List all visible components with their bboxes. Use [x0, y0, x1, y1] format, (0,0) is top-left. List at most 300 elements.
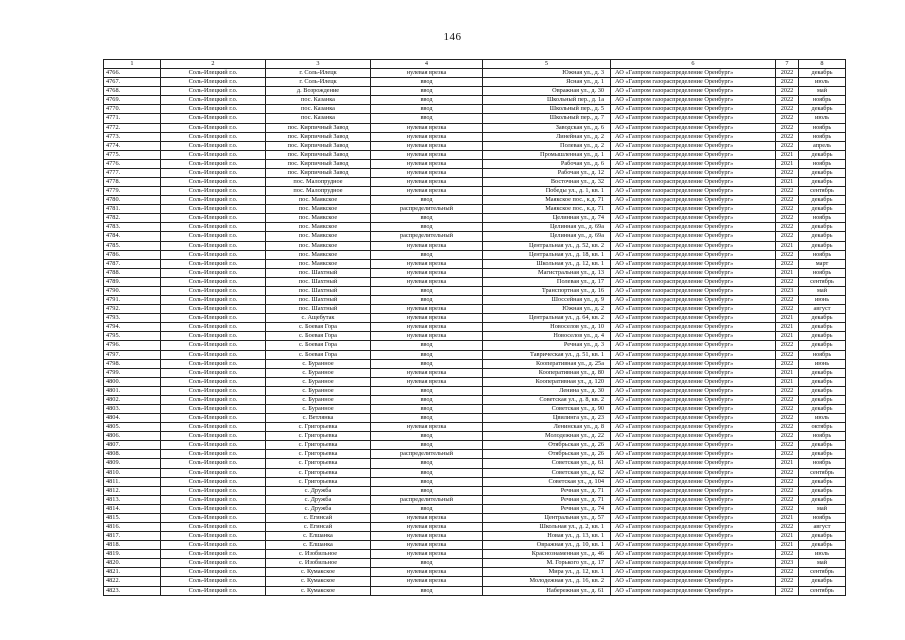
month-cell: декабрь [799, 495, 846, 504]
column-header: 4 [371, 60, 483, 69]
month-cell: июнь [799, 359, 846, 368]
address-cell: Маякское пос., к.д. 71 [483, 196, 611, 205]
settlement-cell: пос. Кирпичный Завод [266, 123, 371, 132]
address-cell: Восточная ул., д. 32 [483, 178, 611, 187]
month-cell: декабрь [799, 105, 846, 114]
district-cell: Соль-Илецкий г.о. [161, 368, 266, 377]
month-cell: июнь [799, 296, 846, 305]
row-number-cell: 4799. [104, 368, 161, 377]
month-cell: август [799, 522, 846, 531]
table-row [104, 477, 846, 486]
settlement-cell: с. Григорьевка [266, 477, 371, 486]
district-cell: Соль-Илецкий г.о. [161, 395, 266, 404]
district-cell: Соль-Илецкий г.о. [161, 522, 266, 531]
organization-cell: АО «Газпром газораспределение Оренбург» [611, 305, 776, 314]
table-row [104, 495, 846, 504]
row-number-cell: 4771. [104, 114, 161, 123]
year-cell: 2023 [776, 286, 799, 295]
year-cell: 2022 [776, 395, 799, 404]
settlement-cell: с. Григорьевка [266, 432, 371, 441]
settlement-cell: с. Боевая Гора [266, 323, 371, 332]
table-row [104, 87, 846, 96]
connection-type-cell: ввод [371, 96, 483, 105]
row-number-cell: 4770. [104, 105, 161, 114]
connection-type-cell: нулевая врезка [371, 314, 483, 323]
year-cell: 2022 [776, 223, 799, 232]
month-cell: ноябрь [799, 96, 846, 105]
organization-cell: АО «Газпром газораспределение Оренбург» [611, 559, 776, 568]
organization-cell: АО «Газпром газораспределение Оренбург» [611, 150, 776, 159]
organization-cell: АО «Газпром газораспределение Оренбург» [611, 522, 776, 531]
row-number-cell: 4774. [104, 141, 161, 150]
row-number-cell: 4823. [104, 586, 161, 595]
district-cell: Соль-Илецкий г.о. [161, 532, 266, 541]
district-cell: Соль-Илецкий г.о. [161, 286, 266, 295]
table-row [104, 277, 846, 286]
row-number-cell: 4791. [104, 296, 161, 305]
year-cell: 2021 [776, 241, 799, 250]
organization-cell: АО «Газпром газораспределение Оренбург» [611, 96, 776, 105]
address-cell: Целинная ул., д. 69а [483, 223, 611, 232]
year-cell: 2022 [776, 350, 799, 359]
district-cell: Соль-Илецкий г.о. [161, 196, 266, 205]
address-cell: Новая ул., д. 13, кв. 1 [483, 532, 611, 541]
address-cell: Ленина ул., д. 30 [483, 386, 611, 395]
connection-type-cell: нулевая врезка [371, 541, 483, 550]
settlement-cell: с. Изобильное [266, 559, 371, 568]
table-row [104, 577, 846, 586]
settlement-cell: с. Кумакское [266, 577, 371, 586]
table-row [104, 414, 846, 423]
district-cell: Соль-Илецкий г.о. [161, 296, 266, 305]
district-cell: Соль-Илецкий г.о. [161, 114, 266, 123]
settlement-cell: с. Дружба [266, 504, 371, 513]
connection-type-cell: ввод [371, 386, 483, 395]
address-cell: Полевая ул., д. 17 [483, 277, 611, 286]
address-cell: Южная ул., д. 2 [483, 305, 611, 314]
organization-cell: АО «Газпром газораспределение Оренбург» [611, 241, 776, 250]
row-number-cell: 4778. [104, 178, 161, 187]
district-cell: Соль-Илецкий г.о. [161, 459, 266, 468]
settlement-cell: с. Буранное [266, 368, 371, 377]
month-cell: ноябрь [799, 159, 846, 168]
year-cell: 2022 [776, 132, 799, 141]
connection-type-cell: нулевая врезка [371, 268, 483, 277]
settlement-cell: с. Боевая Гора [266, 350, 371, 359]
month-cell: сентябрь [799, 568, 846, 577]
settlement-cell: пос. Шахтный [266, 296, 371, 305]
year-cell: 2022 [776, 187, 799, 196]
address-cell: Рабочая ул., д. 12 [483, 168, 611, 177]
column-header: 7 [776, 60, 799, 69]
connection-type-cell: нулевая врезка [371, 532, 483, 541]
month-cell: октябрь [799, 423, 846, 432]
settlement-cell: с. Кумакское [266, 568, 371, 577]
column-header: 2 [161, 60, 266, 69]
table-row [104, 196, 846, 205]
table-row [104, 513, 846, 522]
connection-type-cell: распределительный [371, 205, 483, 214]
row-number-cell: 4789. [104, 277, 161, 286]
district-cell: Соль-Илецкий г.о. [161, 350, 266, 359]
table-row [104, 468, 846, 477]
row-number-cell: 4809. [104, 459, 161, 468]
organization-cell: АО «Газпром газораспределение Оренбург» [611, 513, 776, 522]
month-cell: июль [799, 78, 846, 87]
district-cell: Соль-Илецкий г.о. [161, 423, 266, 432]
address-cell: Ленинская ул., д. 8 [483, 423, 611, 432]
organization-cell: АО «Газпром газораспределение Оренбург» [611, 69, 776, 78]
settlement-cell: пос. Малопрудное [266, 187, 371, 196]
row-number-cell: 4779. [104, 187, 161, 196]
row-number-cell: 4767. [104, 78, 161, 87]
year-cell: 2022 [776, 504, 799, 513]
year-cell: 2022 [776, 468, 799, 477]
settlement-cell: пос. Маякское [266, 232, 371, 241]
table-row [104, 305, 846, 314]
organization-cell: АО «Газпром газораспределение Оренбург» [611, 205, 776, 214]
settlement-cell: с. Боевая Гора [266, 341, 371, 350]
year-cell: 2022 [776, 477, 799, 486]
row-number-cell: 4792. [104, 305, 161, 314]
organization-cell: АО «Газпром газораспределение Оренбург» [611, 350, 776, 359]
year-cell: 2021 [776, 314, 799, 323]
district-cell: Соль-Илецкий г.о. [161, 105, 266, 114]
row-number-cell: 4786. [104, 250, 161, 259]
district-cell: Соль-Илецкий г.о. [161, 241, 266, 250]
settlement-cell: г. Соль-Илецк [266, 69, 371, 78]
row-number-cell: 4784. [104, 232, 161, 241]
year-cell: 2022 [776, 205, 799, 214]
year-cell: 2021 [776, 268, 799, 277]
connection-type-cell: нулевая врезка [371, 150, 483, 159]
table-row [104, 78, 846, 87]
district-cell: Соль-Илецкий г.о. [161, 359, 266, 368]
connection-type-cell: нулевая врезка [371, 259, 483, 268]
month-cell: декабрь [799, 150, 846, 159]
connection-type-cell: ввод [371, 468, 483, 477]
connection-type-cell: ввод [371, 414, 483, 423]
organization-cell: АО «Газпром газораспределение Оренбург» [611, 223, 776, 232]
settlement-cell: с. Дружба [266, 486, 371, 495]
connection-type-cell: нулевая врезка [371, 550, 483, 559]
settlement-cell: пос. Малопрудное [266, 178, 371, 187]
address-cell: Победы ул., д. 1, кв. 1 [483, 187, 611, 196]
month-cell: декабрь [799, 386, 846, 395]
district-cell: Соль-Илецкий г.о. [161, 69, 266, 78]
address-cell: Центральная ул., д. 52, кв. 2 [483, 241, 611, 250]
address-cell: Мира ул., д. 12, кв. 1 [483, 568, 611, 577]
organization-cell: АО «Газпром газораспределение Оренбург» [611, 286, 776, 295]
year-cell: 2022 [776, 141, 799, 150]
district-cell: Соль-Илецкий г.о. [161, 332, 266, 341]
address-cell: Ясная ул., д. 1 [483, 78, 611, 87]
district-cell: Соль-Илецкий г.о. [161, 577, 266, 586]
month-cell: ноябрь [799, 214, 846, 223]
address-cell: Центральная ул., д. 64, кв. 2 [483, 314, 611, 323]
year-cell: 2021 [776, 459, 799, 468]
settlement-cell: пос. Маякское [266, 223, 371, 232]
district-cell: Соль-Илецкий г.о. [161, 377, 266, 386]
organization-cell: АО «Газпром газораспределение Оренбург» [611, 296, 776, 305]
district-cell: Соль-Илецкий г.о. [161, 486, 266, 495]
connection-type-cell: ввод [371, 459, 483, 468]
settlement-cell: пос. Кирпичный Завод [266, 141, 371, 150]
month-cell: ноябрь [799, 132, 846, 141]
row-number-cell: 4813. [104, 495, 161, 504]
organization-cell: АО «Газпром газораспределение Оренбург» [611, 259, 776, 268]
row-number-cell: 4803. [104, 404, 161, 413]
connection-type-cell: ввод [371, 350, 483, 359]
settlement-cell: пос. Кирпичный Завод [266, 168, 371, 177]
organization-cell: АО «Газпром газораспределение Оренбург» [611, 314, 776, 323]
address-cell: Центральная ул., д. 18, кв. 1 [483, 250, 611, 259]
organization-cell: АО «Газпром газораспределение Оренбург» [611, 268, 776, 277]
row-number-cell: 4769. [104, 96, 161, 105]
row-number-cell: 4768. [104, 87, 161, 96]
table-row [104, 150, 846, 159]
district-cell: Соль-Илецкий г.о. [161, 386, 266, 395]
connection-type-cell: нулевая врезка [371, 377, 483, 386]
organization-cell: АО «Газпром газораспределение Оренбург» [611, 404, 776, 413]
year-cell: 2022 [776, 522, 799, 531]
district-cell: Соль-Илецкий г.о. [161, 214, 266, 223]
settlement-cell: с. Елшанка [266, 532, 371, 541]
settlement-cell: пос. Шахтный [266, 305, 371, 314]
district-cell: Соль-Илецкий г.о. [161, 268, 266, 277]
address-cell: Набережная ул., д. 61 [483, 586, 611, 595]
row-number-cell: 4816. [104, 522, 161, 531]
year-cell: 2022 [776, 305, 799, 314]
month-cell: декабрь [799, 205, 846, 214]
table-row [104, 214, 846, 223]
table-row [104, 559, 846, 568]
table-row [104, 359, 846, 368]
connection-type-cell: нулевая врезка [371, 305, 483, 314]
organization-cell: АО «Газпром газораспределение Оренбург» [611, 105, 776, 114]
organization-cell: АО «Газпром газораспределение Оренбург» [611, 450, 776, 459]
month-cell: июль [799, 414, 846, 423]
month-cell: декабрь [799, 232, 846, 241]
table-row [104, 241, 846, 250]
district-cell: Соль-Илецкий г.о. [161, 504, 266, 513]
year-cell: 2021 [776, 368, 799, 377]
table-row [104, 159, 846, 168]
month-cell: декабрь [799, 196, 846, 205]
row-number-cell: 4785. [104, 241, 161, 250]
connection-type-cell: нулевая врезка [371, 123, 483, 132]
district-cell: Соль-Илецкий г.о. [161, 414, 266, 423]
year-cell: 2021 [776, 532, 799, 541]
table-row [104, 96, 846, 105]
organization-cell: АО «Газпром газораспределение Оренбург» [611, 541, 776, 550]
column-header: 8 [799, 60, 846, 69]
table-header-row [104, 60, 846, 69]
district-cell: Соль-Илецкий г.о. [161, 441, 266, 450]
year-cell: 2022 [776, 414, 799, 423]
district-cell: Соль-Илецкий г.о. [161, 232, 266, 241]
connection-type-cell: ввод [371, 504, 483, 513]
connection-type-cell: ввод [371, 432, 483, 441]
gasification-schedule-table [103, 59, 846, 596]
table-row [104, 296, 846, 305]
address-cell: Речная ул., д. 71 [483, 486, 611, 495]
connection-type-cell: нулевая врезка [371, 513, 483, 522]
year-cell: 2022 [776, 423, 799, 432]
settlement-cell: пос. Казанка [266, 105, 371, 114]
connection-type-cell: нулевая врезка [371, 141, 483, 150]
table-row [104, 314, 846, 323]
settlement-cell: пос. Кирпичный Завод [266, 132, 371, 141]
address-cell: Школьная ул., д. 2, кв. 1 [483, 522, 611, 531]
connection-type-cell: нулевая врезка [371, 159, 483, 168]
connection-type-cell: ввод [371, 214, 483, 223]
address-cell: Советская ул., д. 8, кв. 2 [483, 395, 611, 404]
column-header: 6 [611, 60, 776, 69]
year-cell: 2022 [776, 196, 799, 205]
connection-type-cell: нулевая врезка [371, 332, 483, 341]
month-cell: ноябрь [799, 123, 846, 132]
month-cell: декабрь [799, 168, 846, 177]
organization-cell: АО «Газпром газораспределение Оренбург» [611, 468, 776, 477]
district-cell: Соль-Илецкий г.о. [161, 550, 266, 559]
table-row [104, 178, 846, 187]
year-cell: 2022 [776, 441, 799, 450]
connection-type-cell: ввод [371, 223, 483, 232]
district-cell: Соль-Илецкий г.о. [161, 205, 266, 214]
organization-cell: АО «Газпром газораспределение Оренбург» [611, 532, 776, 541]
year-cell: 2022 [776, 105, 799, 114]
column-header: 3 [266, 60, 371, 69]
connection-type-cell: нулевая врезка [371, 178, 483, 187]
month-cell: ноябрь [799, 513, 846, 522]
year-cell: 2021 [776, 377, 799, 386]
row-number-cell: 4796. [104, 341, 161, 350]
month-cell: декабрь [799, 541, 846, 550]
organization-cell: АО «Газпром газораспределение Оренбург» [611, 368, 776, 377]
row-number-cell: 4793. [104, 314, 161, 323]
row-number-cell: 4821. [104, 568, 161, 577]
settlement-cell: пос. Кирпичный Завод [266, 159, 371, 168]
connection-type-cell: нулевая врезка [371, 323, 483, 332]
table-row [104, 250, 846, 259]
year-cell: 2022 [776, 277, 799, 286]
month-cell: май [799, 559, 846, 568]
month-cell: декабрь [799, 441, 846, 450]
column-header: 1 [104, 60, 161, 69]
connection-type-cell: ввод [371, 404, 483, 413]
settlement-cell: пос. Казанка [266, 114, 371, 123]
year-cell: 2022 [776, 87, 799, 96]
settlement-cell: с. Изобильное [266, 550, 371, 559]
year-cell: 2022 [776, 359, 799, 368]
year-cell: 2022 [776, 568, 799, 577]
address-cell: Магистральная ул., д. 13 [483, 268, 611, 277]
connection-type-cell: ввод [371, 196, 483, 205]
district-cell: Соль-Илецкий г.о. [161, 132, 266, 141]
month-cell: декабрь [799, 486, 846, 495]
month-cell: декабрь [799, 477, 846, 486]
year-cell: 2021 [776, 159, 799, 168]
table-row [104, 332, 846, 341]
year-cell: 2022 [776, 250, 799, 259]
row-number-cell: 4805. [104, 423, 161, 432]
settlement-cell: с. Егинсай [266, 522, 371, 531]
month-cell: декабрь [799, 323, 846, 332]
connection-type-cell: нулевая врезка [371, 522, 483, 531]
district-cell: Соль-Илецкий г.о. [161, 404, 266, 413]
organization-cell: АО «Газпром газораспределение Оренбург» [611, 323, 776, 332]
month-cell: декабрь [799, 241, 846, 250]
table-row [104, 205, 846, 214]
organization-cell: АО «Газпром газораспределение Оренбург» [611, 550, 776, 559]
address-cell: Школьный пер., д. 7 [483, 114, 611, 123]
row-number-cell: 4820. [104, 559, 161, 568]
year-cell: 2022 [776, 69, 799, 78]
address-cell: Промышленная ул., д. 1 [483, 150, 611, 159]
district-cell: Соль-Илецкий г.о. [161, 178, 266, 187]
settlement-cell: пос. Маякское [266, 205, 371, 214]
connection-type-cell: ввод [371, 477, 483, 486]
settlement-cell: пос. Маякское [266, 250, 371, 259]
connection-type-cell: ввод [371, 250, 483, 259]
row-number-cell: 4790. [104, 286, 161, 295]
month-cell: апрель [799, 141, 846, 150]
row-number-cell: 4812. [104, 486, 161, 495]
table-row [104, 441, 846, 450]
year-cell: 2022 [776, 486, 799, 495]
row-number-cell: 4783. [104, 223, 161, 232]
row-number-cell: 4814. [104, 504, 161, 513]
table-row [104, 522, 846, 531]
year-cell: 2022 [776, 586, 799, 595]
district-cell: Соль-Илецкий г.о. [161, 323, 266, 332]
district-cell: Соль-Илецкий г.о. [161, 259, 266, 268]
month-cell: декабрь [799, 577, 846, 586]
address-cell: Молодежная ул., д. 16, кв. 2 [483, 577, 611, 586]
address-cell: Речная ул., д. 71 [483, 495, 611, 504]
organization-cell: АО «Газпром газораспределение Оренбург» [611, 114, 776, 123]
month-cell: ноябрь [799, 268, 846, 277]
organization-cell: АО «Газпром газораспределение Оренбург» [611, 504, 776, 513]
district-cell: Соль-Илецкий г.о. [161, 305, 266, 314]
table-row [104, 550, 846, 559]
month-cell: декабрь [799, 368, 846, 377]
settlement-cell: пос. Шахтный [266, 286, 371, 295]
month-cell: декабрь [799, 178, 846, 187]
table-row [104, 504, 846, 513]
settlement-cell: с. Ащебутак [266, 314, 371, 323]
district-cell: Соль-Илецкий г.о. [161, 314, 266, 323]
row-number-cell: 4788. [104, 268, 161, 277]
settlement-cell: пос. Шахтный [266, 268, 371, 277]
settlement-cell: пос. Маякское [266, 259, 371, 268]
row-number-cell: 4802. [104, 395, 161, 404]
month-cell: ноябрь [799, 432, 846, 441]
year-cell: 2022 [776, 550, 799, 559]
table-row [104, 123, 846, 132]
organization-cell: АО «Газпром газораспределение Оренбург» [611, 187, 776, 196]
organization-cell: АО «Газпром газораспределение Оренбург» [611, 359, 776, 368]
row-number-cell: 4776. [104, 159, 161, 168]
row-number-cell: 4822. [104, 577, 161, 586]
settlement-cell: с. Буранное [266, 359, 371, 368]
address-cell: Цвилинга ул., д. 23 [483, 414, 611, 423]
address-cell: Советская ул., д. 61 [483, 459, 611, 468]
district-cell: Соль-Илецкий г.о. [161, 559, 266, 568]
settlement-cell: пос. Шахтный [266, 277, 371, 286]
month-cell: август [799, 305, 846, 314]
